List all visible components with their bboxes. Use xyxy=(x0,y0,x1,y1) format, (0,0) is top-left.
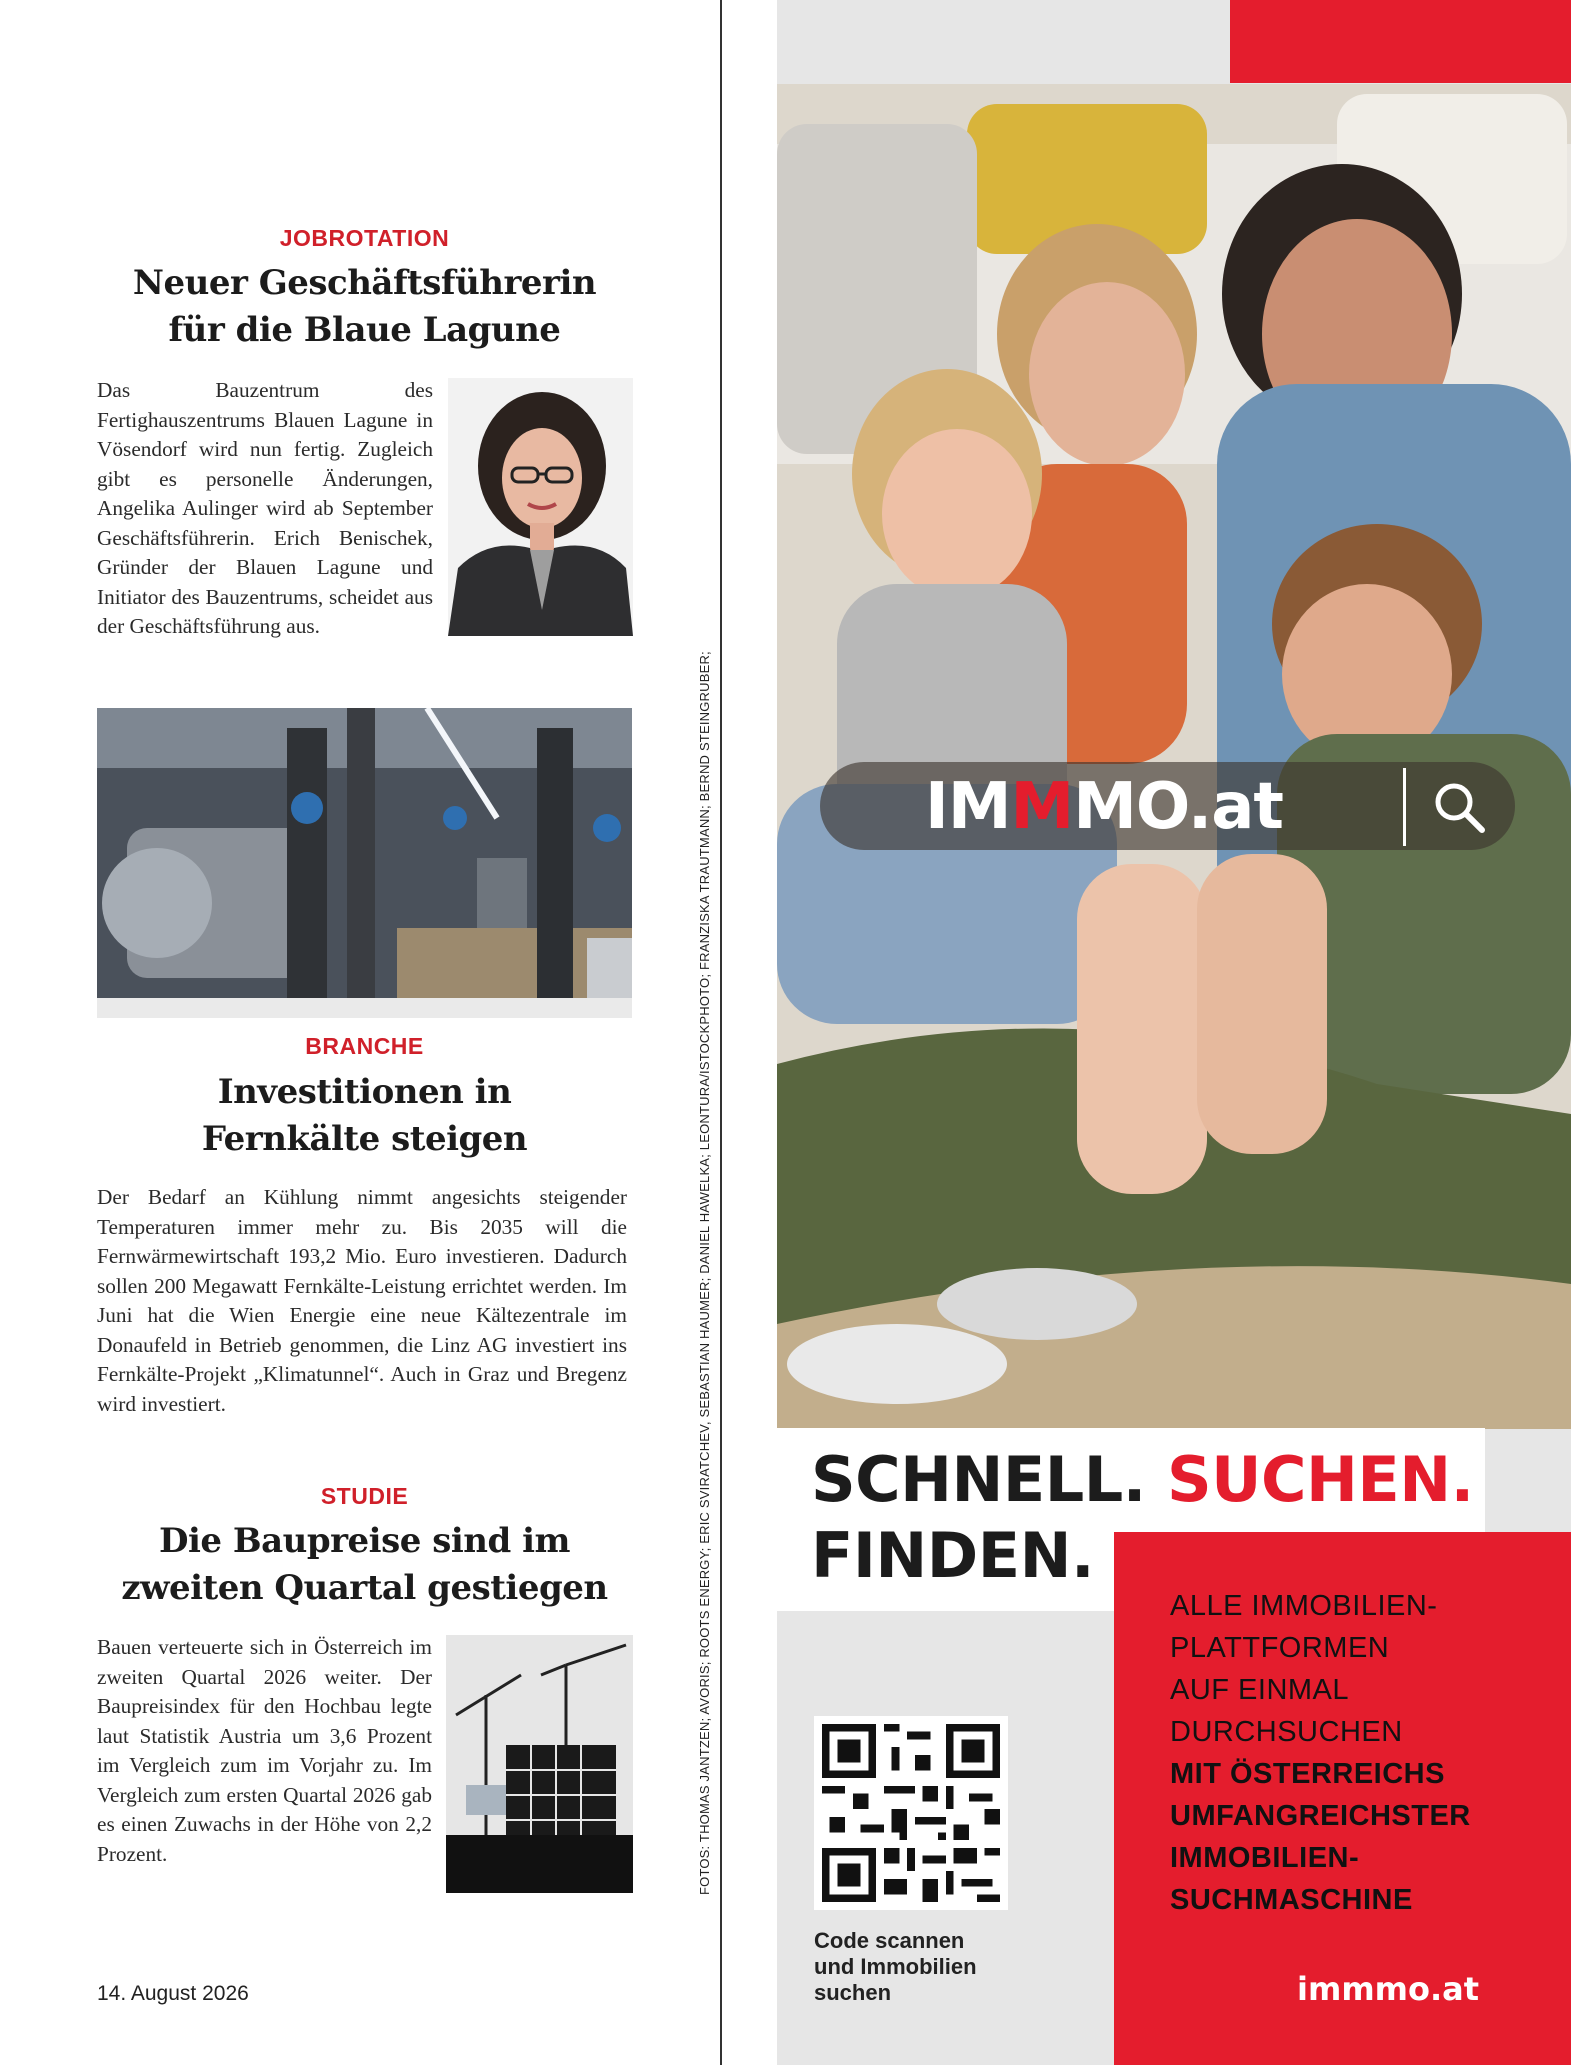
qr-caption: Code scannen und Immobilien suchen xyxy=(814,1928,977,2005)
cooling-plant-image xyxy=(97,708,632,1018)
qr-code-icon xyxy=(814,1716,1008,1910)
construction-image xyxy=(446,1635,633,1893)
ad-red-corner xyxy=(1230,0,1571,83)
qr-code[interactable] xyxy=(814,1716,1008,1910)
construction-photo xyxy=(446,1635,633,1893)
article-kicker: JOBROTATION xyxy=(279,225,450,251)
photo-credit: FOTOS: THOMAS JANTZEN; AVORIS; ROOTS ENERGY; ERIC SVIRATCHEV, SEBASTIAN HAUMER; DANIEL HAWELKA; LEONTURA/ISTOCKPHOTO; FRANZISKA TRAUTMANN; BERND STEINGRUBER; xyxy=(697,651,712,1895)
article-body: Das Bauzentrum des Fertighauszentrums Blauen Lagune in Vösendorf wird nun fertig. Zugleich gibt es personelle Änderungen, Angelika Aulinger wird ab September Geschäftsführerin. Erich Benischek, Gründer der Blauen Lagune und Initiator des Bauzentrums, scheidet aus der Geschäftsführung aus. xyxy=(97,378,433,638)
article-kicker: STUDIE xyxy=(320,1483,409,1509)
cooling-plant-photo xyxy=(97,708,632,1018)
article-headline: Neuer Geschäftsführerin für die Blaue Lagune xyxy=(132,263,597,350)
article-headline: Investitionen in Fernkälte steigen xyxy=(201,1072,528,1159)
logo-separator xyxy=(1403,768,1406,846)
article-body: Der Bedarf an Kühlung nimmt angesichts steigender Temperaturen immer mehr zu. Bis 2035 will die Fernwärmewirtschaft 193,2 Mio. Euro investieren. Dadurch sollen 200 Megawatt Fernkälte-Leistung errichtet werden. Im Juni hat die Wien Energie eine neue Kältezentrale im Donaufeld in Betrieb genommen, die Linz AG investiert ins Fernkälte-Projekt „Klimatunnel“. Auch in Graz und Bregenz wird investiert. xyxy=(97,1185,627,1416)
article-kicker: BRANCHE xyxy=(305,1033,424,1059)
family-photo xyxy=(777,84,1571,1429)
search-icon xyxy=(1432,780,1486,834)
article-headline: Die Baupreise sind im zweiten Quartal gestiegen xyxy=(121,1521,608,1608)
slogan-line-1: SCHNELL. SUCHEN. xyxy=(811,1443,1474,1516)
portrait-image xyxy=(448,378,633,636)
immmo-logo: IMMMO.at xyxy=(925,770,1283,844)
slogan-line-2: FINDEN. xyxy=(811,1519,1095,1592)
portrait-photo xyxy=(448,378,633,636)
column-divider xyxy=(720,0,722,2065)
article-body: Bauen verteuerte sich in Österreich im zweiten Quartal 2026 weiter. Der Baupreisindex für den Hochbau legte laut Statistik Austria um 3,6 Prozent im Vergleich zum im Vorjahr zu. Im Vergleich zum ersten Quartal 2026 gab es einen Zuwachs in der Höhe von 2,2 Prozent. xyxy=(97,1635,432,1866)
issue-date: 14. August 2026 xyxy=(97,1982,249,2005)
ad-url[interactable]: immmo.at xyxy=(1297,1970,1480,2008)
family-image xyxy=(777,84,1571,1429)
ad-claim: ALLE IMMOBILIEN- PLATTFORMEN AUF EINMAL DURCHSUCHEN MIT ÖSTERREICHS UMFANGREICHSTER IMMOBILIEN- SUCHMASCHINE xyxy=(1170,1590,1471,1916)
